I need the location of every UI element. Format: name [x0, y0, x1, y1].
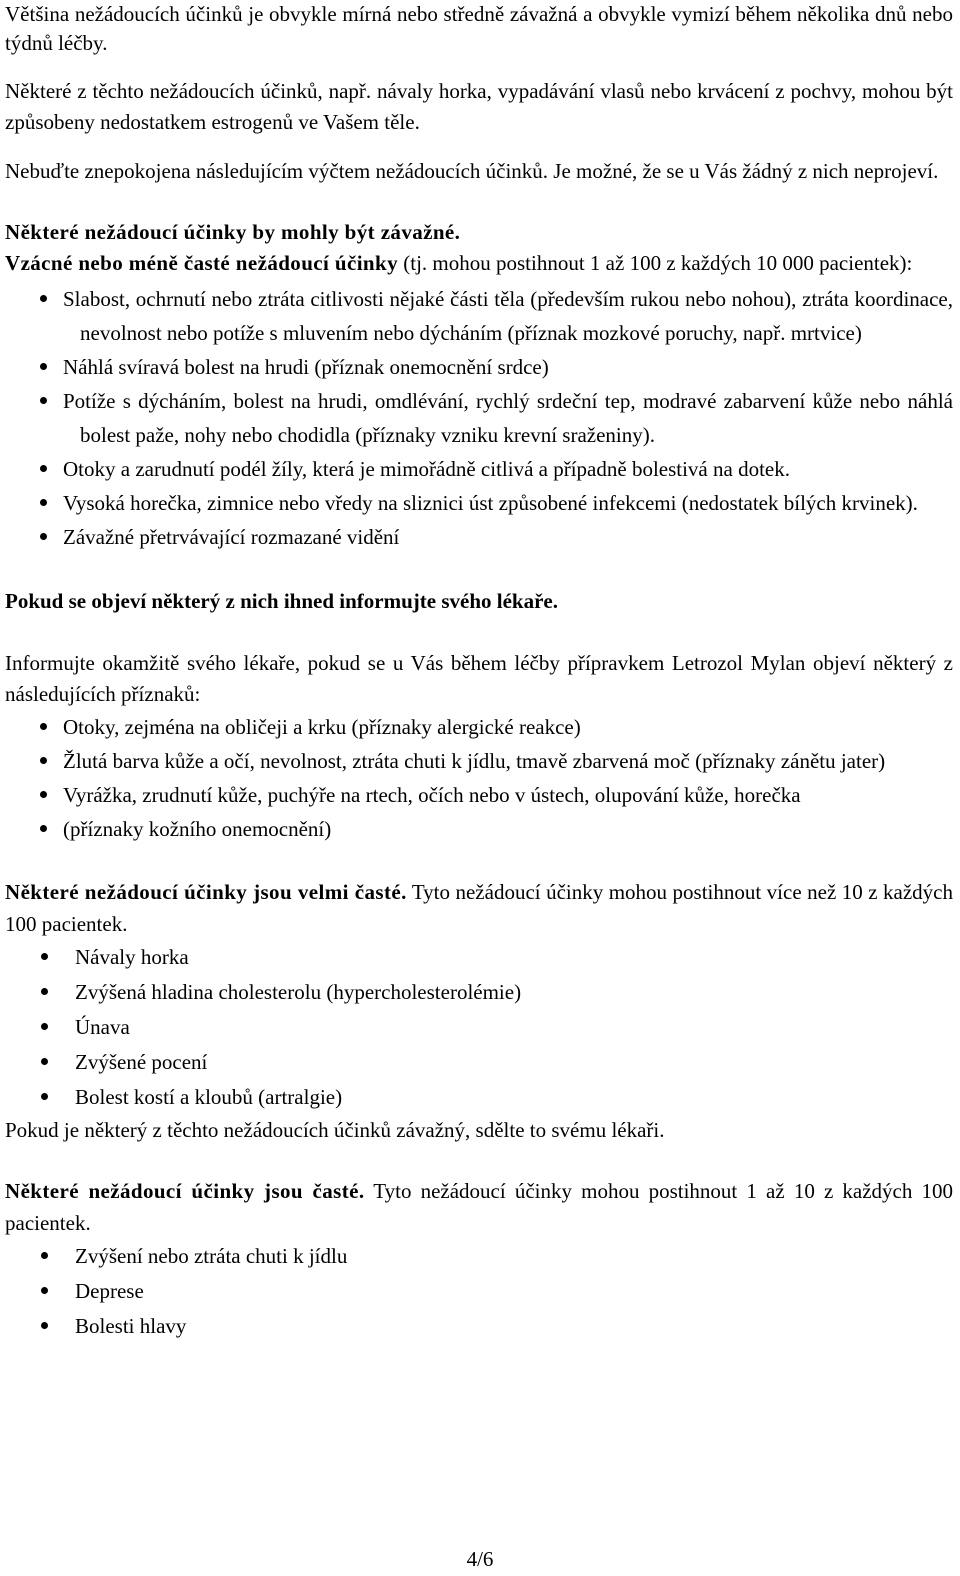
very-common-list: [5, 940, 953, 1115]
list-item: Bolesti hlavy: [5, 1309, 953, 1344]
allergy-list: [5, 710, 953, 846]
list-item: Deprese: [5, 1274, 953, 1309]
common-heading-bold: Některé nežádoucí účinky jsou časté.: [5, 1179, 365, 1203]
bullet-icon: [41, 953, 48, 960]
bullet-icon: [40, 533, 47, 540]
very-common-heading-rest: Tyto nežádoucí účinky mohou postihnout více než 10 z každých 100 pacientek.: [5, 880, 953, 936]
serious-frequency: [5, 247, 953, 280]
bullet-icon: [40, 465, 47, 472]
bullet-icon: [41, 1023, 48, 1030]
bullet-icon: [41, 1093, 48, 1100]
bullet-icon: [40, 295, 47, 302]
list-item: Slabost, ochrnutí nebo ztráta citlivosti nějaké části těla (především rukou nebo nohou), ztráta koordinace, nevolnost nebo potíže s mluvením nebo dýcháním (příznak mozkové poruchy, např. mrtvice): [5, 282, 953, 350]
bullet-icon: [41, 1322, 48, 1329]
common-list: [5, 1239, 953, 1344]
list-item: Potíže s dýcháním, bolest na hrudi, omdlévání, rychlý srdeční tep, modravé zabarvení kůže nebo náhlá bolest paže, nohy nebo chodidla (příznaky vzniku krevní sraženiny).: [5, 384, 953, 452]
bullet-icon: [41, 988, 48, 995]
bullet-icon: [40, 499, 47, 506]
list-item: Otoky a zarudnutí podél žíly, která je mimořádně citlivá a případně bolestivá na dotek.: [5, 452, 953, 486]
bullet-icon: [41, 1252, 48, 1259]
bullet-icon: [40, 791, 47, 798]
intro-paragraph-1: Většina nežádoucích účinků je obvykle mírná nebo středně závažná a obvykle vymizí během několika dnů nebo týdnů léčby.: [5, 2, 953, 55]
list-item: Zvýšení nebo ztráta chuti k jídlu: [5, 1239, 953, 1274]
allergy-intro: Informujte okamžitě svého lékaře, pokud se u Vás během léčby přípravkem Letrozol Mylan objeví některý z následujících příznaků:: [5, 651, 953, 706]
bullet-icon: [40, 397, 47, 404]
bullet-icon: [40, 363, 47, 370]
common-heading-rest: Tyto nežádoucí účinky mohou postihnout 1 až 10 z každých 100 pacientek.: [5, 1179, 954, 1235]
list-item: Žlutá barva kůže a očí, nevolnost, ztráta chuti k jídlu, tmavě zbarvená moč (příznaky zánětu jater): [5, 744, 953, 778]
list-item: (příznaky kožního onemocnění): [5, 812, 953, 846]
list-item: Zvýšené pocení: [5, 1045, 953, 1080]
list-item: Vysoká horečka, zimnice nebo vředy na sliznici úst způsobené infekcemi (nedostatek bílých krvinek).: [5, 486, 953, 520]
serious-list: [5, 282, 953, 554]
list-item: Zvýšená hladina cholesterolu (hypercholesterolémie): [5, 975, 953, 1010]
list-item: Únava: [5, 1010, 953, 1045]
list-item: Náhlá svíravá bolest na hrudi (příznak onemocnění srdce): [5, 350, 953, 384]
bullet-icon: [40, 757, 47, 764]
serious-frequency-rest: (tj. mohou postihnout 1 až 100 z každých 10 000 pacientek):: [398, 251, 913, 275]
intro-paragraph-2: Některé z těchto nežádoucích účinků, např. návaly horka, vypadávání vlasů nebo krvácení z pochvy, mohou být způsobeny nedostatkem estrogenů ve Vašem těle.: [5, 79, 953, 134]
intro-paragraph-3: Nebuďte znepokojena následujícím výčtem nežádoucích účinků. Je možné, že se u Vás žádný z nich neprojeví.: [5, 159, 939, 183]
very-common-heading-bold: Některé nežádoucí účinky jsou velmi časté.: [5, 880, 407, 904]
list-item: Návaly horka: [5, 940, 953, 975]
bullet-icon: [41, 1058, 48, 1065]
list-item: Vyrážka, zrudnutí kůže, puchýře na rtech, očích nebo v ústech, olupování kůže, horečka: [5, 778, 953, 812]
serious-frequency-bold: Vzácné nebo méně časté nežádoucí účinky: [5, 251, 398, 275]
very-common-heading: [5, 876, 953, 940]
page-number: 4/6: [466, 1547, 494, 1571]
bullet-icon: [40, 825, 47, 832]
bullet-icon: [40, 723, 47, 730]
serious-notice: Pokud se objeví některý z nich ihned informujte svého lékaře.: [5, 589, 558, 613]
bullet-icon: [41, 1287, 48, 1294]
list-item: Bolest kostí a kloubů (artralgie): [5, 1080, 953, 1115]
serious-heading: Některé nežádoucí účinky by mohly být závažné.: [5, 220, 461, 244]
very-common-footer: Pokud je některý z těchto nežádoucích účinků závažný, sdělte to svému lékaři.: [5, 1118, 665, 1142]
list-item: Závažné přetrvávající rozmazané vidění: [5, 520, 953, 554]
document-page: [5, 0, 953, 1344]
list-item: Otoky, zejména na obličeji a krku (příznaky alergické reakce): [5, 710, 953, 744]
common-heading: [5, 1175, 953, 1239]
